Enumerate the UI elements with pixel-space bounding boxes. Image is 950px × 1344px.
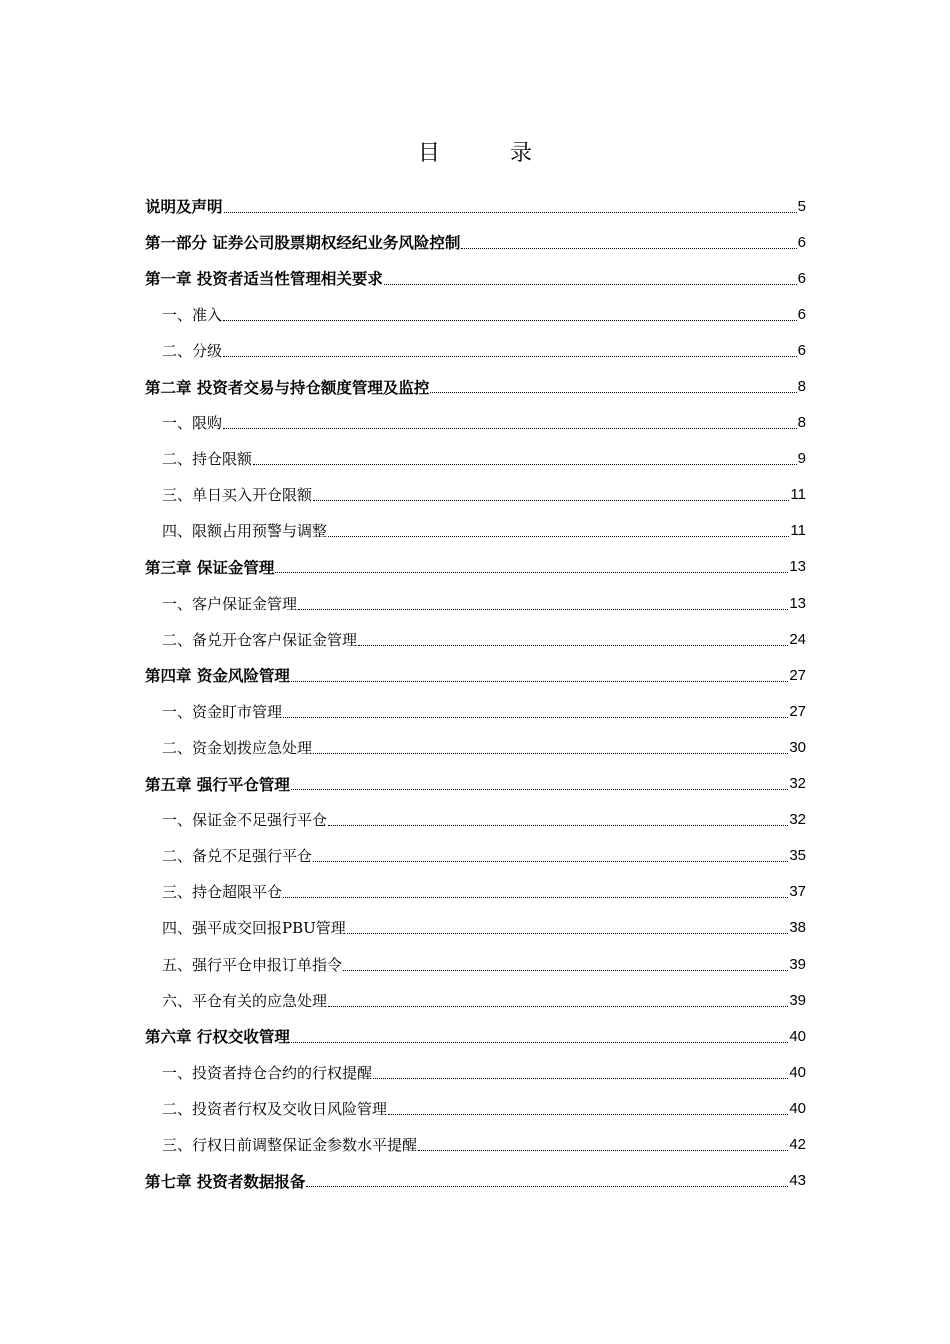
toc-entry-page-number: 13 (789, 594, 806, 612)
dot-leader (275, 572, 788, 573)
dot-leader (223, 356, 797, 357)
dot-leader (253, 464, 797, 465)
dot-leader (291, 789, 788, 790)
dot-leader (291, 1042, 788, 1043)
toc-entry-label: 二、资金划拨应急处理 (162, 738, 313, 757)
toc-entry-label: 一、资金盯市管理 (162, 702, 283, 721)
toc-entry-page-number: 13 (789, 558, 806, 576)
toc-entry-page-number: 30 (789, 738, 806, 756)
toc-section-entry[interactable] (145, 296, 806, 332)
toc-entry-page-number: 8 (797, 378, 806, 396)
toc-entry-page-number: 42 (789, 1135, 806, 1153)
toc-entry-label: 二、投资者行权及交收日风险管理 (162, 1099, 388, 1118)
toc-entry-label: 三、单日买入开仓限额 (162, 486, 313, 505)
dot-leader (283, 897, 788, 898)
toc-section-entry[interactable] (145, 874, 806, 910)
toc-section-entry[interactable] (145, 1090, 806, 1126)
toc-chapter-entry[interactable] (145, 224, 806, 260)
toc-chapter-entry[interactable] (145, 766, 806, 802)
dot-leader (328, 536, 789, 537)
toc-entry-page-number: 43 (789, 1172, 806, 1190)
toc-chapter-entry[interactable] (145, 1018, 806, 1054)
toc-entry-label: 第六章 行权交收管理 (145, 1028, 290, 1047)
toc-section-entry[interactable] (145, 910, 806, 946)
toc-section-entry[interactable] (145, 838, 806, 874)
dot-leader (283, 717, 788, 718)
toc-section-entry[interactable] (145, 621, 806, 657)
dot-leader (343, 970, 788, 971)
toc-section-entry[interactable] (145, 693, 806, 729)
toc-chapter-entry[interactable] (145, 657, 806, 693)
toc-section-entry[interactable] (145, 585, 806, 621)
toc-entry-label: 二、备兑开仓客户保证金管理 (162, 630, 358, 649)
dot-leader (328, 1006, 788, 1007)
toc-entry-label: 二、分级 (162, 341, 223, 360)
toc-chapter-entry[interactable] (145, 188, 806, 224)
toc-entry-page-number: 9 (797, 450, 806, 468)
toc-entry-label: 六、平仓有关的应急处理 (162, 991, 328, 1010)
toc-entry-page-number: 27 (789, 666, 806, 684)
dot-leader (313, 753, 788, 754)
toc-chapter-entry[interactable] (145, 368, 806, 404)
toc-entry-label: 三、行权日前调整保证金参数水平提醒 (162, 1135, 418, 1154)
toc-entry-label: 第一章 投资者适当性管理相关要求 (145, 270, 383, 289)
dot-leader (347, 933, 789, 934)
dot-leader (461, 248, 796, 249)
toc-entry-label: 一、客户保证金管理 (162, 594, 298, 613)
dot-leader (388, 1114, 788, 1115)
toc-entry-label: 第二章 投资者交易与持仓额度管理及监控 (145, 378, 430, 397)
toc-entry-label: 第三章 保证金管理 (145, 558, 275, 577)
dot-leader (328, 825, 788, 826)
toc-entry-page-number: 39 (789, 955, 806, 973)
toc-entry-label: 说明及声明 (145, 198, 223, 217)
table-of-contents (145, 188, 806, 1199)
toc-title-char-1: 目 (417, 141, 440, 166)
toc-title (0, 136, 950, 167)
dot-leader (313, 861, 788, 862)
toc-section-entry[interactable] (145, 477, 806, 513)
toc-entry-page-number: 5 (797, 197, 806, 215)
toc-entry-page-number: 40 (789, 1063, 806, 1081)
toc-entry-label: 一、投资者持仓合约的行权提醒 (162, 1063, 373, 1082)
toc-entry-label: 第一部分 证券公司股票期权经纪业务风险控制 (145, 234, 461, 253)
dot-leader (313, 500, 789, 501)
toc-section-entry[interactable] (145, 729, 806, 765)
toc-entry-page-number: 11 (790, 486, 806, 504)
toc-section-entry[interactable] (145, 802, 806, 838)
dot-leader (291, 681, 788, 682)
toc-section-entry[interactable] (145, 513, 806, 549)
dot-leader (306, 1186, 788, 1187)
toc-entry-page-number: 11 (790, 522, 806, 540)
dot-leader (418, 1150, 788, 1151)
toc-entry-page-number: 32 (789, 811, 806, 829)
toc-section-entry[interactable] (145, 441, 806, 477)
dot-leader (298, 609, 788, 610)
toc-entry-label: 二、持仓限额 (162, 450, 253, 469)
toc-entry-label: 第四章 资金风险管理 (145, 667, 290, 686)
dot-leader (384, 284, 797, 285)
toc-entry-page-number: 6 (797, 305, 806, 323)
toc-entry-page-number: 6 (797, 269, 806, 287)
toc-section-entry[interactable] (145, 946, 806, 982)
toc-entry-page-number: 6 (797, 341, 806, 359)
toc-entry-page-number: 40 (789, 1099, 806, 1117)
toc-entry-label: 第七章 投资者数据报备 (145, 1172, 306, 1191)
toc-section-entry[interactable] (145, 1054, 806, 1090)
toc-entry-page-number: 32 (789, 775, 806, 793)
toc-entry-label: 一、限购 (162, 414, 223, 433)
toc-section-entry[interactable] (145, 1126, 806, 1162)
toc-entry-label: 一、保证金不足强行平仓 (162, 811, 328, 830)
toc-entry-page-number: 40 (789, 1027, 806, 1045)
toc-entry-label: 四、限额占用预警与调整 (162, 522, 328, 541)
dot-leader (223, 320, 797, 321)
toc-entry-label: 二、备兑不足强行平仓 (162, 847, 313, 866)
dot-leader (224, 212, 797, 213)
toc-entry-label: 第五章 强行平仓管理 (145, 775, 290, 794)
toc-entry-page-number: 35 (789, 847, 806, 865)
toc-entry-page-number: 6 (797, 233, 806, 251)
toc-title-char-2: 录 (510, 141, 533, 166)
toc-section-entry[interactable] (145, 405, 806, 441)
toc-entry-page-number: 37 (789, 883, 806, 901)
toc-chapter-entry[interactable] (145, 1163, 806, 1199)
toc-entry-page-number: 8 (797, 414, 806, 432)
toc-entry-label: 三、持仓超限平仓 (162, 883, 283, 902)
toc-entry-page-number: 38 (789, 919, 806, 937)
toc-entry-page-number: 27 (789, 702, 806, 720)
toc-entry-label: 四、强平成交回报PBU管理 (162, 919, 346, 938)
toc-section-entry[interactable] (145, 982, 806, 1018)
toc-entry-label: 一、准入 (162, 305, 223, 324)
dot-leader (223, 428, 797, 429)
toc-chapter-entry[interactable] (145, 260, 806, 296)
toc-entry-label: 五、强行平仓申报订单指令 (162, 955, 343, 974)
dot-leader (430, 392, 796, 393)
dot-leader (373, 1078, 788, 1079)
toc-section-entry[interactable] (145, 332, 806, 368)
toc-entry-page-number: 24 (789, 630, 806, 648)
dot-leader (358, 645, 788, 646)
toc-chapter-entry[interactable] (145, 549, 806, 585)
toc-entry-page-number: 39 (789, 991, 806, 1009)
